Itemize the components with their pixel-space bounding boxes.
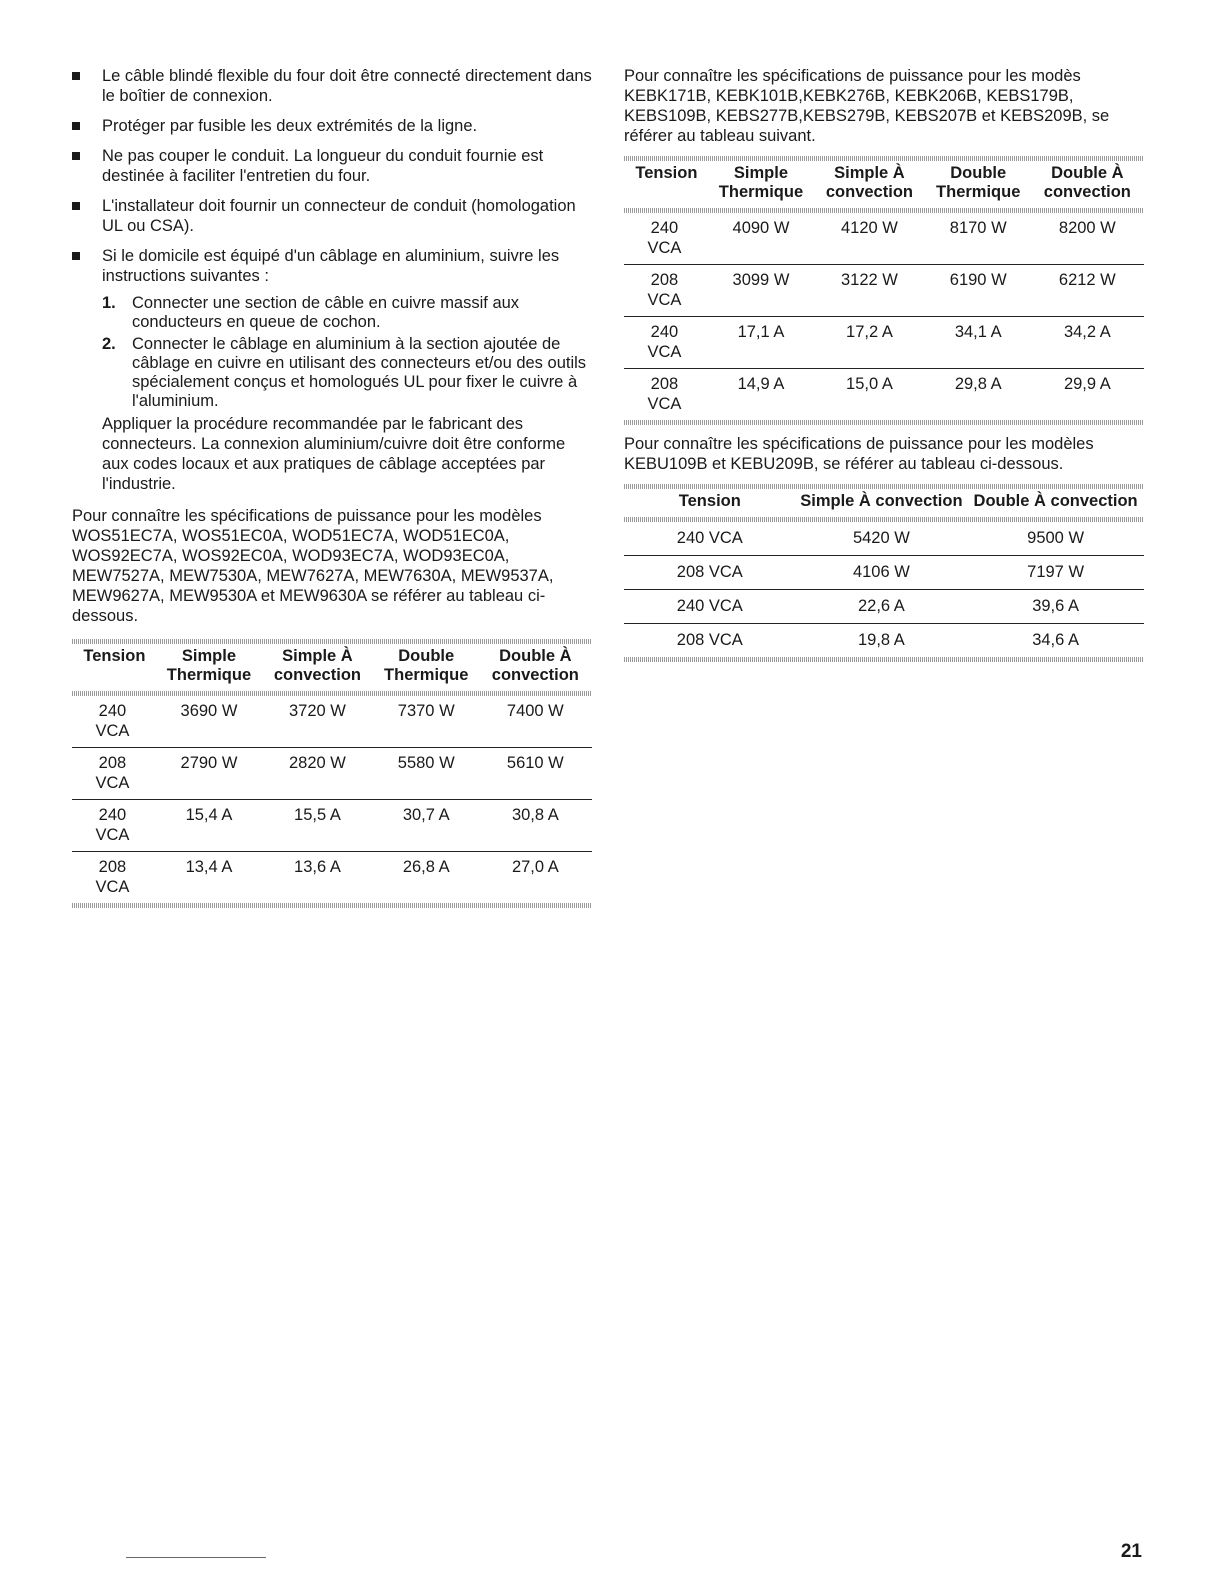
- power-table-kebk: [624, 156, 1144, 425]
- table-cell: 15,5 A: [261, 800, 374, 852]
- table-header-row: [624, 489, 1144, 517]
- header-double-thermique: Double Thermique: [384, 647, 469, 684]
- bullet-text: Si le domicile est équipé d'un câblage en aluminium, suivre les instructions suivantes :: [102, 247, 560, 285]
- table-row: [624, 369, 1144, 421]
- table-cell: 5580 W: [374, 748, 479, 800]
- table-row: [72, 696, 592, 748]
- table-row: [72, 800, 592, 852]
- table-cell: 240 VCA: [624, 317, 709, 369]
- power-table: [624, 489, 1144, 657]
- table-cell: 7400 W: [506, 702, 564, 720]
- table-cell: 19,8 A: [796, 624, 968, 658]
- table-cell: 15,0 A: [813, 369, 926, 421]
- bullet-item-aluminium: [72, 246, 592, 494]
- bullet-item: Le câble blindé flexible du four doit être connecté directement dans le boîtier de connexion.: [72, 66, 592, 106]
- table-cell: 3122 W: [813, 265, 926, 317]
- table-cell: 208 VCA: [624, 265, 709, 317]
- header-simple-convection: Simple À convection: [800, 492, 963, 510]
- table-cell: 9500 W: [1027, 529, 1085, 547]
- table-row: [72, 748, 592, 800]
- table-cell: 4090 W: [732, 219, 790, 237]
- step-number: 1.: [102, 294, 116, 312]
- step-item: [102, 294, 592, 332]
- table-cell: 5610 W: [479, 748, 592, 800]
- step-number: 2.: [102, 335, 116, 353]
- table-cell: 34,6 A: [967, 624, 1144, 658]
- table-row: [624, 265, 1144, 317]
- table-cell: 13,6 A: [261, 852, 374, 904]
- table-bottom-rule: [624, 420, 1144, 425]
- table-row: [72, 852, 592, 904]
- models-intro-kebu: Pour connaître les spécifications de puissance pour les modèles KEBU109B et KEBU209B, se référer au tableau ci-dessous.: [624, 435, 1094, 473]
- left-column: [72, 66, 592, 908]
- table-bottom-rule: [624, 657, 1144, 662]
- step-text: Connecter le câblage en aluminium à la section ajoutée de câblage en cuivre en utilisant des connecteurs et/ou des outils spécialement conçus et homologués UL pour fixer le cuivre à l'aluminium.: [132, 335, 587, 410]
- table-cell: 30,7 A: [374, 800, 479, 852]
- table-cell: 15,4 A: [157, 800, 261, 852]
- header-simple-convection: Simple À convection: [825, 164, 913, 201]
- table-cell: 17,1 A: [709, 317, 813, 369]
- table-row: [624, 624, 1144, 658]
- table-cell: 34,1 A: [926, 317, 1031, 369]
- table-cell: 208 VCA: [72, 852, 157, 904]
- table-row: [624, 590, 1144, 624]
- header-simple-thermique: Simple Thermique: [718, 164, 804, 201]
- table-header-row: [72, 644, 592, 691]
- table-cell: 208 VCA: [624, 624, 796, 658]
- table-cell: 7197 W: [967, 556, 1144, 590]
- table-cell: 208 VCA: [624, 369, 709, 421]
- table-cell: 14,9 A: [709, 369, 813, 421]
- table-row: [624, 213, 1144, 265]
- table-cell: 22,6 A: [796, 590, 968, 624]
- table-cell: 3099 W: [709, 265, 813, 317]
- table-cell: 27,0 A: [479, 852, 592, 904]
- table-cell: 240 VCA: [95, 702, 130, 740]
- table-cell: 2790 W: [157, 748, 261, 800]
- table-cell: 208 VCA: [72, 748, 157, 800]
- table-cell: 30,8 A: [479, 800, 592, 852]
- bullet-item: L'installateur doit fournir un connecteur de conduit (homologation UL ou CSA).: [72, 196, 592, 236]
- models-intro-left: Pour connaître les spécifications de puissance pour les modèles WOS51EC7A, WOS51EC0A, WOD51EC7A, WOD51EC0A, WOS92EC7A, WOS92EC0A, WOD93EC7A, WOD93EC0A, MEW7527A, MEW7530A, MEW7627A, MEW7630A, MEW9537A, MEW9627A, MEW9530A et MEW9630A se référer au tableau ci-dessous.: [72, 507, 554, 625]
- procedure-note: Appliquer la procédure recommandée par le fabricant des connecteurs. La connexion aluminium/cuivre doit être conforme aux codes locaux et aux pratiques de câblage acceptées par l'industrie.: [102, 415, 566, 493]
- power-table: [624, 161, 1144, 420]
- power-table-left: [72, 639, 592, 908]
- step-item: [102, 335, 592, 411]
- table-cell: 3720 W: [289, 702, 346, 720]
- table-cell: 39,6 A: [967, 590, 1144, 624]
- models-intro-kebk: Pour connaître les spécifications de puissance pour les modès KEBK171B, KEBK101B,KEBK276B, KEBK206B, KEBS179B, KEBS109B, KEBS277B,KEBS279B, KEBS207B et KEBS209B, se référer au tableau suivant.: [624, 67, 1110, 145]
- table-header-row: [624, 161, 1144, 208]
- table-cell: 208 VCA: [624, 556, 796, 590]
- step-text: Connecter une section de câble en cuivre massif aux conducteurs en queue de cochon.: [132, 294, 520, 331]
- table-cell: 26,8 A: [374, 852, 479, 904]
- table-row: [624, 556, 1144, 590]
- table-cell: 4120 W: [841, 219, 898, 237]
- page-number: 21: [1120, 1541, 1142, 1562]
- table-cell: 3690 W: [180, 702, 238, 720]
- table-row: [624, 522, 1144, 556]
- table-cell: 240 VCA: [624, 590, 796, 624]
- header-tension: Tension: [635, 164, 698, 182]
- table-cell: 5420 W: [852, 529, 910, 547]
- table-cell: 17,2 A: [813, 317, 926, 369]
- table-cell: 4106 W: [796, 556, 968, 590]
- bullet-item: Protéger par fusible les deux extrémités de la ligne.: [72, 116, 592, 136]
- table-cell: 34,2 A: [1031, 317, 1144, 369]
- table-cell: 8170 W: [949, 219, 1007, 237]
- table-cell: 8200 W: [1058, 219, 1116, 237]
- header-simple-thermique: Simple Thermique: [166, 647, 252, 684]
- header-tension: Tension: [83, 647, 146, 665]
- table-cell: 6212 W: [1031, 265, 1144, 317]
- table-cell: 29,9 A: [1031, 369, 1144, 421]
- bullet-item: Ne pas couper le conduit. La longueur du conduit fournie est destinée à faciliter l'entretien du four.: [72, 146, 592, 186]
- header-double-convection: Double À convection: [1043, 164, 1131, 201]
- table-cell: 240 VCA: [72, 800, 157, 852]
- bullet-list: [72, 66, 592, 494]
- table-cell: 13,4 A: [157, 852, 261, 904]
- table-cell: 29,8 A: [926, 369, 1031, 421]
- table-cell: 240 VCA: [647, 219, 682, 257]
- header-double-thermique: Double Thermique: [936, 164, 1021, 201]
- footer-rule: [126, 1557, 266, 1558]
- power-table: [72, 644, 592, 903]
- table-cell: 7370 W: [397, 702, 455, 720]
- table-row: [624, 317, 1144, 369]
- right-column: [624, 66, 1144, 662]
- table-cell: 2820 W: [261, 748, 374, 800]
- table-cell: 240 VCA: [676, 529, 743, 547]
- header-double-convection: Double À convection: [973, 492, 1138, 510]
- table-cell: 6190 W: [926, 265, 1031, 317]
- header-double-convection: Double À convection: [491, 647, 579, 684]
- power-table-kebu: [624, 484, 1144, 662]
- step-list: [102, 294, 592, 411]
- header-tension: Tension: [678, 492, 741, 510]
- header-simple-convection: Simple À convection: [273, 647, 361, 684]
- table-bottom-rule: [72, 903, 592, 908]
